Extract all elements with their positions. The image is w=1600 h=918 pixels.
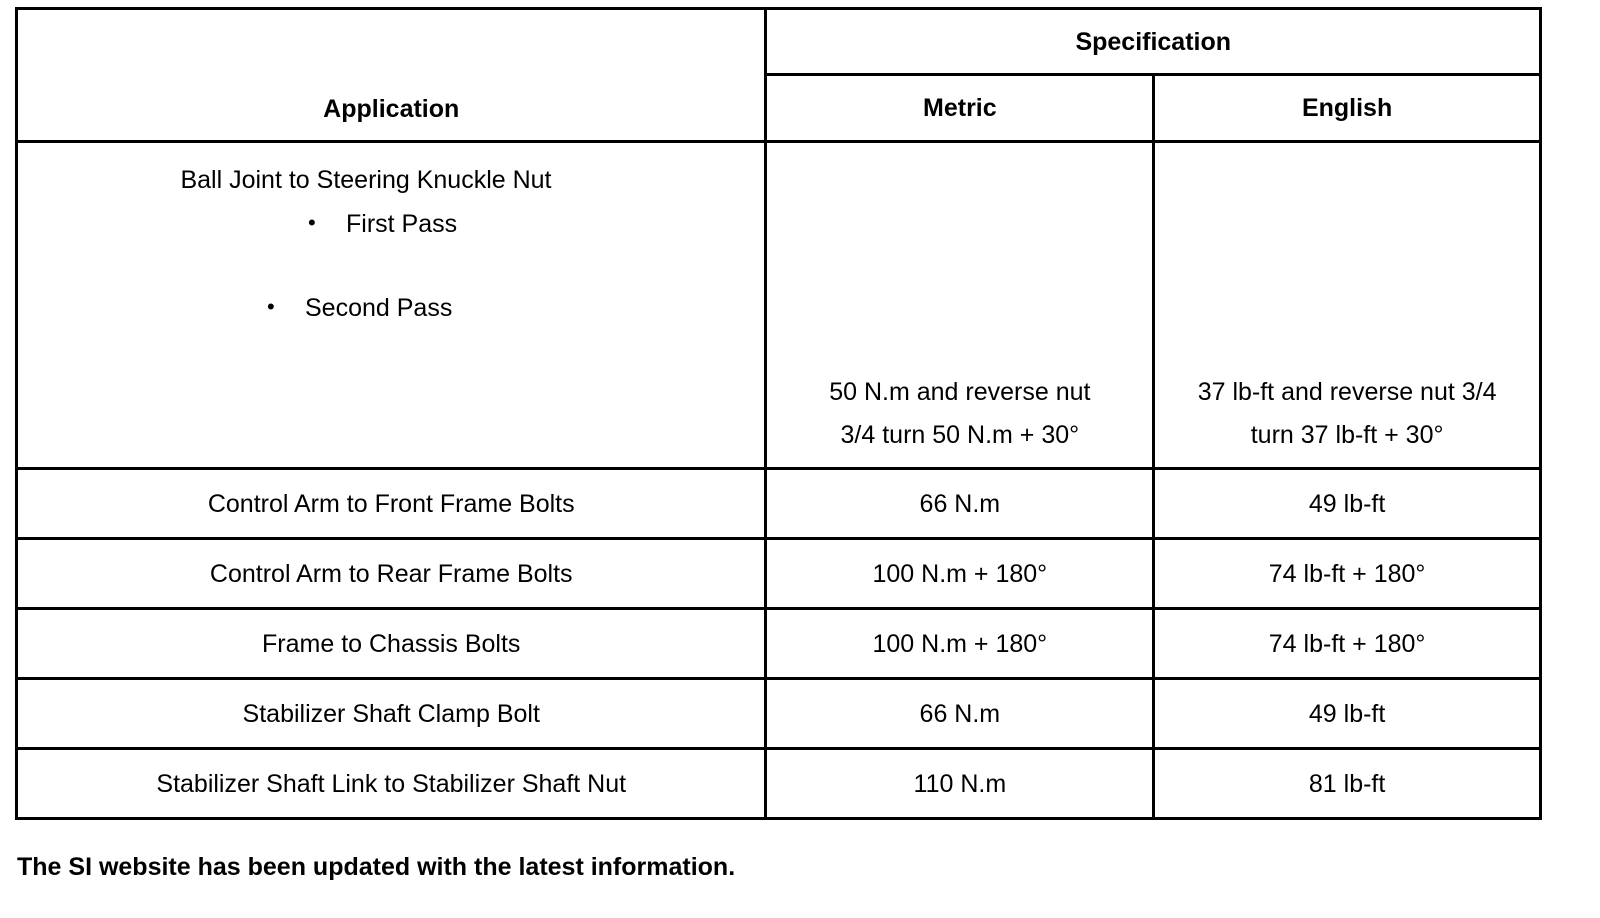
cell-application: Stabilizer Shaft Link to Stabilizer Shaft Nut — [17, 749, 766, 819]
table-row — [17, 609, 1541, 679]
header-specification: Specification — [766, 9, 1541, 75]
cell-application: Stabilizer Shaft Clamp Bolt — [17, 679, 766, 749]
table-row — [17, 469, 1541, 539]
table-row-ball-joint — [17, 142, 1541, 469]
cell-metric: 100 N.m + 180° — [766, 609, 1154, 679]
cell-english-ball-joint — [1154, 142, 1541, 469]
cell-english: 81 lb-ft — [1154, 749, 1541, 819]
header-application: Application — [17, 9, 766, 142]
metric-value-line-1: 50 N.m and reverse nut — [829, 378, 1091, 406]
cell-application: Frame to Chassis Bolts — [17, 609, 766, 679]
cell-english: 74 lb-ft + 180° — [1154, 609, 1541, 679]
cell-metric-ball-joint — [766, 142, 1154, 469]
english-value-line-1: 37 lb-ft and reverse nut 3/4 — [1197, 378, 1497, 406]
table-header-row — [17, 9, 1541, 75]
first-pass-label: First Pass — [346, 210, 458, 238]
ball-joint-application-label: Ball Joint to Steering Knuckle Nut — [180, 166, 552, 194]
table-row — [17, 679, 1541, 749]
cell-application: Control Arm to Front Frame Bolts — [17, 469, 766, 539]
table-row — [17, 539, 1541, 609]
cell-metric: 100 N.m + 180° — [766, 539, 1154, 609]
cell-metric: 66 N.m — [766, 469, 1154, 539]
bullet-icon: • — [267, 294, 275, 319]
metric-value-line-2: 3/4 turn 50 N.m + 30° — [840, 421, 1080, 449]
cell-english: 49 lb-ft — [1154, 679, 1541, 749]
header-metric: Metric — [766, 75, 1154, 142]
cell-application: Control Arm to Rear Frame Bolts — [17, 539, 766, 609]
bullet-icon: • — [308, 210, 316, 235]
cell-metric: 66 N.m — [766, 679, 1154, 749]
cell-english: 49 lb-ft — [1154, 469, 1541, 539]
header-english: English — [1154, 75, 1541, 142]
cell-metric: 110 N.m — [766, 749, 1154, 819]
second-pass-label: Second Pass — [305, 294, 453, 322]
cell-english: 74 lb-ft + 180° — [1154, 539, 1541, 609]
footer-note: The SI website has been updated with the latest information. — [17, 853, 736, 881]
first-pass-item — [18, 209, 766, 239]
second-pass-item — [18, 293, 766, 323]
cell-application-ball-joint — [17, 142, 766, 469]
table-row — [17, 749, 1541, 819]
torque-spec-table — [15, 7, 1542, 820]
english-value-line-2: turn 37 lb-ft + 30° — [1250, 421, 1444, 449]
